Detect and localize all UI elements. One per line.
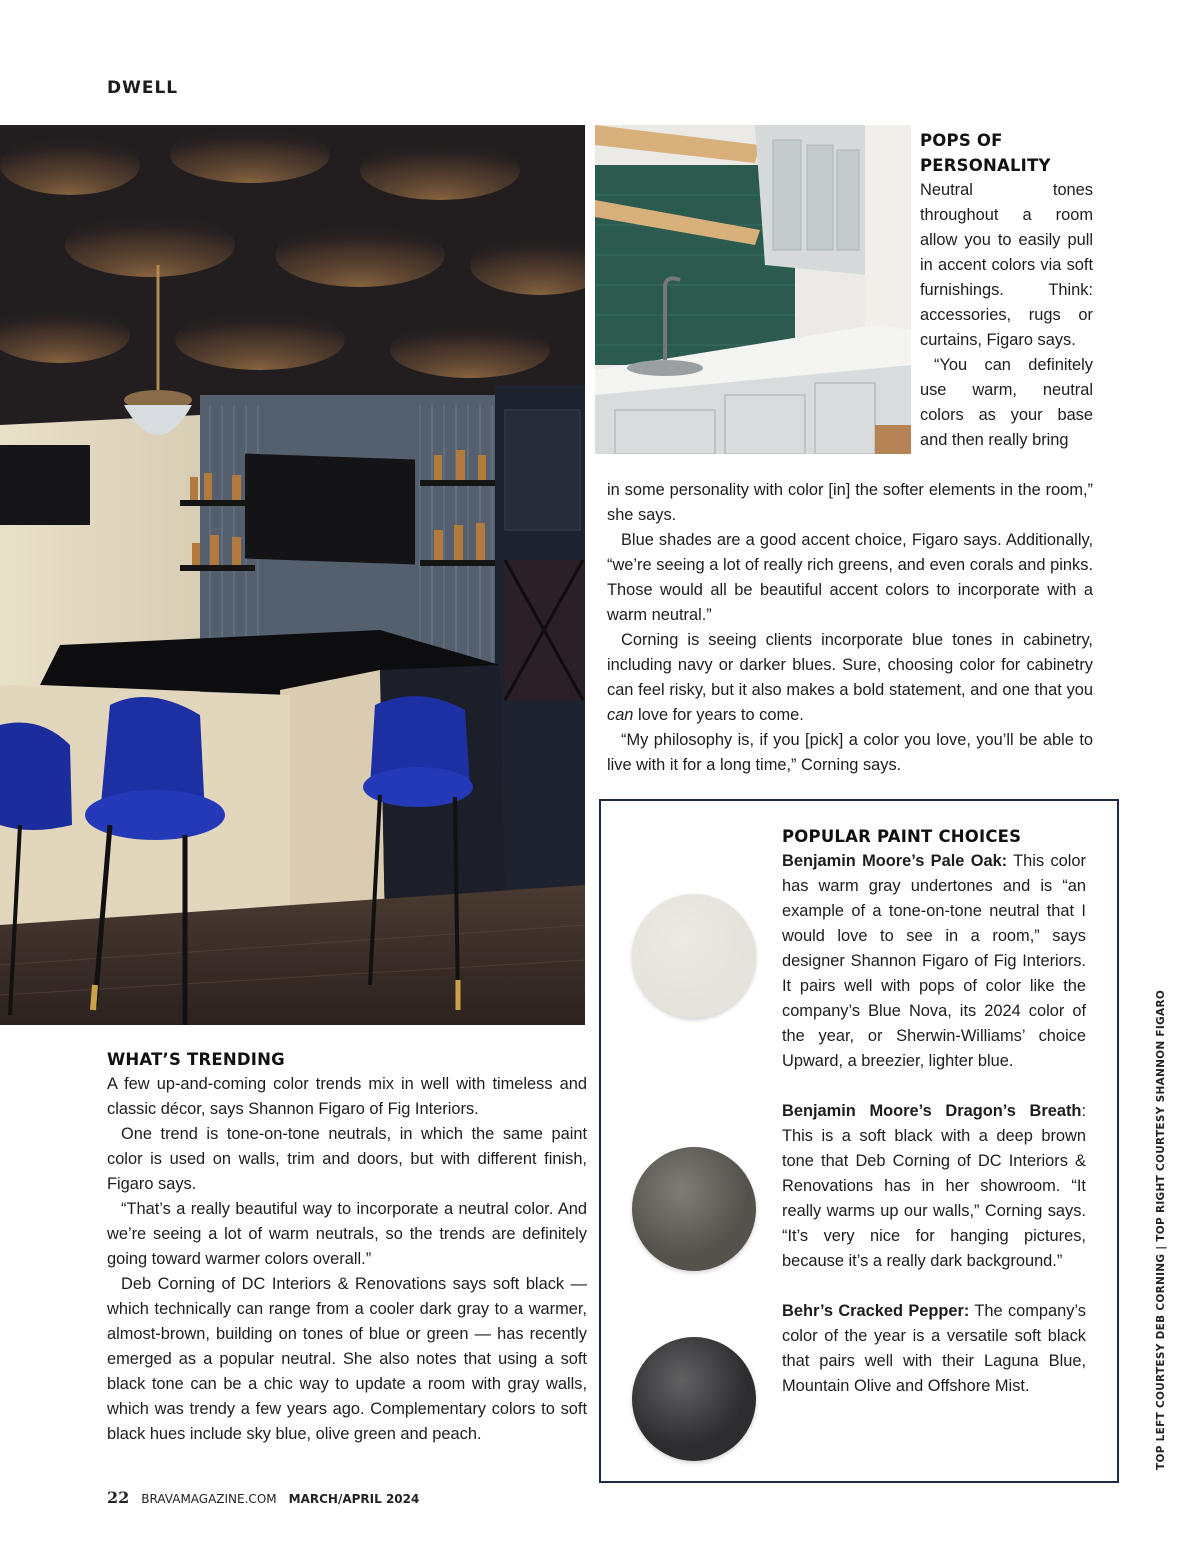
paint-item bbox=[782, 849, 1086, 1074]
pops-paragraph-4 bbox=[607, 628, 1093, 728]
pops-heading bbox=[920, 128, 1092, 178]
pops-paragraph-1: Neutral tones throughout a room allow you to easily pull in accent colors via soft furnishings. Think: accessories, rugs or curtains, Figaro says. bbox=[920, 181, 1093, 349]
trending-paragraph-4: Deb Corning of DC Interiors & Renovations says soft black — which technically can range from a cooler dark gray to a warmer, almost-brown, building on tones of blue or green — has recently emerged as a popular neutral. She also notes that using a soft black tone can be a chic way to update a room with gray walls, which was trendy a few years ago. Complementary colors to soft black hues include sky blue, olive green and peach. bbox=[107, 1275, 587, 1443]
bar-illustration bbox=[0, 125, 585, 1025]
pops-paragraph-4-b: love for years to come. bbox=[633, 706, 804, 724]
paint-item bbox=[782, 1099, 1086, 1274]
trending-paragraph-3: “That’s a really beautiful way to incorporate a neutral color. And we’re seeing a lot of warm neutrals, so the trends are definitely going toward warmer colors overall.” bbox=[107, 1200, 587, 1268]
paint-item-name: Benjamin Moore’s Pale Oak: bbox=[782, 852, 1008, 870]
kitchenette-illustration bbox=[595, 125, 911, 454]
photo-credit: TOP LEFT COURTESY DEB CORNING | TOP RIGHT COURTESY SHANNON FIGARO bbox=[1155, 989, 1167, 1470]
trending-paragraph-2: One trend is tone-on-tone neutrals, in which the same paint color is used on walls, trim and doors, but with different finish, Figaro says. bbox=[107, 1125, 587, 1193]
pale-oak-swatch bbox=[632, 894, 756, 1018]
page-number: 22 bbox=[107, 1488, 130, 1507]
pops-paragraph-5: “My philosophy is, if you [pick] a color you love, you’ll be able to live with it for a long time,” Corning says. bbox=[607, 731, 1093, 774]
cracked-pepper-swatch bbox=[632, 1337, 756, 1461]
page-footer bbox=[107, 1488, 419, 1507]
paint-item-name: Benjamin Moore’s Dragon’s Breath bbox=[782, 1102, 1082, 1120]
dragons-breath-swatch bbox=[632, 1147, 756, 1271]
trending-section bbox=[107, 1047, 587, 1447]
paint-item bbox=[782, 1299, 1086, 1399]
kitchenette-photo bbox=[595, 125, 911, 454]
pops-heading-line2: PERSONALITY bbox=[920, 156, 1051, 175]
pops-paragraph-4-emphasis: can bbox=[607, 706, 634, 724]
pops-paragraph-2-end: in some personality with color [in] the softer elements in the room,” she says. bbox=[607, 481, 1093, 524]
pops-heading-line1: POPS OF bbox=[920, 131, 1003, 150]
pops-paragraph-3: Blue shades are a good accent choice, Figaro says. Additionally, “we’re seeing a lot of really rich greens, and even corals and pinks. Those would all be beautiful accent colors to incorporate with a warm neutral.” bbox=[607, 531, 1093, 624]
paint-item-text: This color has warm gray undertones and is “an example of a tone-on-tone neutral that I would love to see in a room,” says designer Shannon Figaro of Fig Interiors. It pairs well with pops of color like the company’s Blue Nova, its 2024 color of the year, or Sherwin-Williams’ choice Upward, a breezier, lighter blue. bbox=[782, 852, 1086, 1070]
pops-narrow-column bbox=[920, 178, 1093, 453]
pops-paragraph-2-start: “You can definitely use warm, neutral colors as your base and then really bring bbox=[920, 356, 1093, 449]
footer-issue: MARCH/APRIL 2024 bbox=[288, 1492, 420, 1506]
pops-wide-column bbox=[607, 478, 1093, 778]
trending-heading: WHAT’S TRENDING bbox=[107, 1050, 285, 1069]
paint-choices-heading: POPULAR PAINT CHOICES bbox=[782, 827, 1022, 846]
paint-choices-text bbox=[782, 824, 1086, 1399]
bar-photo bbox=[0, 125, 585, 1025]
footer-site-link[interactable]: BRAVAMAGAZINE.COM bbox=[141, 1492, 277, 1506]
paint-item-text: The company’s color of the year is a versatile soft black that pairs well with their Laguna Blue, Mountain Olive and Offshore Mist. bbox=[782, 1302, 1086, 1395]
pops-paragraph-4-a: Corning is seeing clients incorporate blue tones in cabinetry, including navy or darker blues. Sure, choosing color for cabinetry can feel risky, but it also makes a bold statement, and one that you bbox=[607, 631, 1093, 699]
paint-item-name: Behr’s Cracked Pepper: bbox=[782, 1302, 970, 1320]
section-label: DWELL bbox=[107, 78, 179, 98]
paint-item-text: : This is a soft black with a deep brown tone that Deb Corning of DC Interiors & Renovations has in her showroom. “It really warms up our walls,” Corning says. “It’s very nice for hanging pictures, because it’s a really dark background.” bbox=[782, 1102, 1086, 1270]
trending-paragraph-1: A few up-and-coming color trends mix in well with timeless and classic décor, says Shannon Figaro of Fig Interiors. bbox=[107, 1075, 587, 1118]
